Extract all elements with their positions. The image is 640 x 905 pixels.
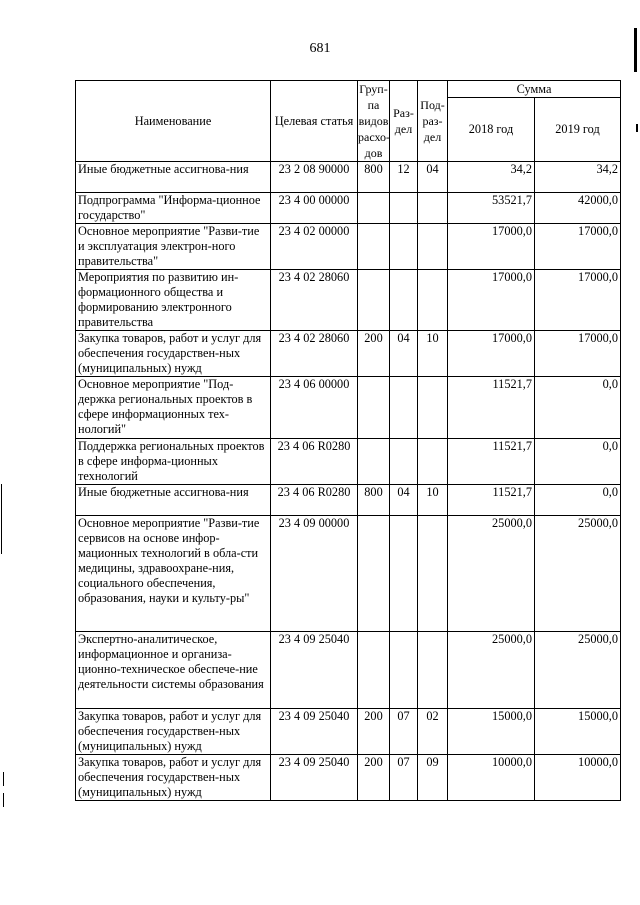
row-section: 07 bbox=[390, 709, 418, 755]
row-code: 23 4 06 R0280 bbox=[271, 485, 358, 516]
row-subsection bbox=[418, 516, 448, 632]
row-code: 23 4 02 28060 bbox=[271, 270, 358, 331]
scan-mark-left-mid bbox=[1, 484, 2, 554]
row-code: 23 4 06 00000 bbox=[271, 377, 358, 439]
row-sum-2018: 25000,0 bbox=[448, 632, 535, 709]
row-subsection bbox=[418, 439, 448, 485]
row-sum-2018: 25000,0 bbox=[448, 516, 535, 632]
row-section bbox=[390, 632, 418, 709]
table-row bbox=[76, 439, 621, 485]
row-sum-2019: 25000,0 bbox=[535, 632, 621, 709]
row-sum-2019: 10000,0 bbox=[535, 755, 621, 801]
row-code: 23 4 09 25040 bbox=[271, 709, 358, 755]
row-group: 200 bbox=[358, 331, 390, 377]
row-code: 23 4 09 25040 bbox=[271, 632, 358, 709]
scan-mark-right-mid bbox=[636, 124, 638, 132]
table-row bbox=[76, 632, 621, 709]
row-name: Закупка товаров, работ и услуг для обеспечения государствен-ных (муниципальных) нужд bbox=[76, 709, 271, 755]
page-number: 681 bbox=[309, 41, 331, 56]
row-subsection bbox=[418, 224, 448, 270]
row-name: Иные бюджетные ассигнова-ния bbox=[76, 485, 271, 516]
row-group: 200 bbox=[358, 755, 390, 801]
row-section bbox=[390, 377, 418, 439]
row-code: 23 4 02 00000 bbox=[271, 224, 358, 270]
row-sum-2019: 17000,0 bbox=[535, 331, 621, 377]
row-sum-2018: 17000,0 bbox=[448, 224, 535, 270]
row-sum-2019: 15000,0 bbox=[535, 709, 621, 755]
row-subsection: 10 bbox=[418, 485, 448, 516]
row-subsection bbox=[418, 193, 448, 224]
row-sum-2018: 34,2 bbox=[448, 162, 535, 193]
row-sum-2019: 0,0 bbox=[535, 485, 621, 516]
scan-mark-left-bottom-1 bbox=[3, 772, 4, 786]
row-subsection: 09 bbox=[418, 755, 448, 801]
row-name: Основное мероприятие "Разви-тие сервисов на основе инфор-мационных технологий в обла-сти медицины, здравоохране-ния, социального обеспечения, образования, науки и культу-ры" bbox=[76, 516, 271, 632]
row-name: Экспертно-аналитическое, информационное и организа-ционно-техническое обеспече-ние деятельности системы образования bbox=[76, 632, 271, 709]
row-section: 07 bbox=[390, 755, 418, 801]
header-section: Раз-дел bbox=[390, 81, 418, 162]
row-subsection bbox=[418, 377, 448, 439]
row-subsection: 10 bbox=[418, 331, 448, 377]
table-body bbox=[76, 162, 621, 801]
header-name: Наименование bbox=[76, 81, 271, 162]
row-name: Основное мероприятие "Под-держка региональных проектов в сфере информационных тех-нологий" bbox=[76, 377, 271, 439]
row-sum-2018: 11521,7 bbox=[448, 485, 535, 516]
row-section bbox=[390, 270, 418, 331]
header-year-2019: 2019 год bbox=[535, 98, 621, 162]
header-group: Груп-па видов расхо-дов bbox=[358, 82, 391, 160]
table-row bbox=[76, 516, 621, 632]
row-sum-2019: 42000,0 bbox=[535, 193, 621, 224]
row-sum-2019: 34,2 bbox=[535, 162, 621, 193]
row-group: 200 bbox=[358, 709, 390, 755]
row-sum-2019: 0,0 bbox=[535, 439, 621, 485]
row-subsection bbox=[418, 270, 448, 331]
table-row bbox=[76, 331, 621, 377]
row-code: 23 4 06 R0280 bbox=[271, 439, 358, 485]
header-year-2018: 2018 год bbox=[448, 98, 535, 162]
row-group bbox=[358, 516, 390, 632]
row-section: 04 bbox=[390, 485, 418, 516]
row-sum-2018: 17000,0 bbox=[448, 331, 535, 377]
row-group: 800 bbox=[358, 485, 390, 516]
row-group bbox=[358, 193, 390, 224]
row-code: 23 4 02 28060 bbox=[271, 331, 358, 377]
row-subsection bbox=[418, 632, 448, 709]
row-name: Иные бюджетные ассигнова-ния bbox=[76, 162, 271, 193]
table-row bbox=[76, 485, 621, 516]
row-code: 23 2 08 90000 bbox=[271, 162, 358, 193]
row-section bbox=[390, 516, 418, 632]
scan-mark-right-top bbox=[634, 28, 637, 72]
row-sum-2018: 11521,7 bbox=[448, 439, 535, 485]
row-code: 23 4 00 00000 bbox=[271, 193, 358, 224]
table-row bbox=[76, 709, 621, 755]
table-row bbox=[76, 224, 621, 270]
table-row bbox=[76, 162, 621, 193]
row-group bbox=[358, 270, 390, 331]
row-sum-2018: 10000,0 bbox=[448, 755, 535, 801]
row-name: Закупка товаров, работ и услуг для обеспечения государствен-ных (муниципальных) нужд bbox=[76, 755, 271, 801]
row-subsection: 04 bbox=[418, 162, 448, 193]
row-code: 23 4 09 25040 bbox=[271, 755, 358, 801]
table-row bbox=[76, 755, 621, 801]
row-group bbox=[358, 439, 390, 485]
row-sum-2019: 17000,0 bbox=[535, 224, 621, 270]
row-name: Основное мероприятие "Разви-тие и эксплуатация электрон-ного правительства" bbox=[76, 224, 271, 270]
row-group: 800 bbox=[358, 162, 390, 193]
row-name: Закупка товаров, работ и услуг для обеспечения государствен-ных (муниципальных) нужд bbox=[76, 331, 271, 377]
header-target-text: Целевая статья bbox=[274, 114, 354, 128]
row-name: Мероприятия по развитию ин-формационного общества и формированию электронного правительства bbox=[76, 270, 271, 331]
row-name: Подпрограмма "Информа-ционное государство" bbox=[76, 193, 271, 224]
row-sum-2018: 53521,7 bbox=[448, 193, 535, 224]
row-section bbox=[390, 224, 418, 270]
row-sum-2018: 17000,0 bbox=[448, 270, 535, 331]
row-sum-2018: 11521,7 bbox=[448, 377, 535, 439]
budget-table bbox=[75, 80, 621, 801]
row-code: 23 4 09 00000 bbox=[271, 516, 358, 632]
table-row bbox=[76, 193, 621, 224]
row-group bbox=[358, 377, 390, 439]
row-section bbox=[390, 439, 418, 485]
row-section: 12 bbox=[390, 162, 418, 193]
row-sum-2019: 0,0 bbox=[535, 377, 621, 439]
table-row bbox=[76, 377, 621, 439]
row-subsection: 02 bbox=[418, 709, 448, 755]
row-group bbox=[358, 224, 390, 270]
header-target bbox=[271, 81, 358, 162]
row-section: 04 bbox=[390, 331, 418, 377]
row-sum-2019: 17000,0 bbox=[535, 270, 621, 331]
row-name: Поддержка региональных проектов в сфере информа-ционных технологий bbox=[76, 439, 271, 485]
header-sum: Сумма bbox=[448, 81, 621, 98]
table-row bbox=[76, 270, 621, 331]
header-subsection: Под-раз-дел bbox=[418, 81, 448, 162]
row-sum-2019: 25000,0 bbox=[535, 516, 621, 632]
row-sum-2018: 15000,0 bbox=[448, 709, 535, 755]
row-section bbox=[390, 193, 418, 224]
row-group bbox=[358, 632, 390, 709]
scan-mark-left-bottom-2 bbox=[3, 793, 4, 807]
